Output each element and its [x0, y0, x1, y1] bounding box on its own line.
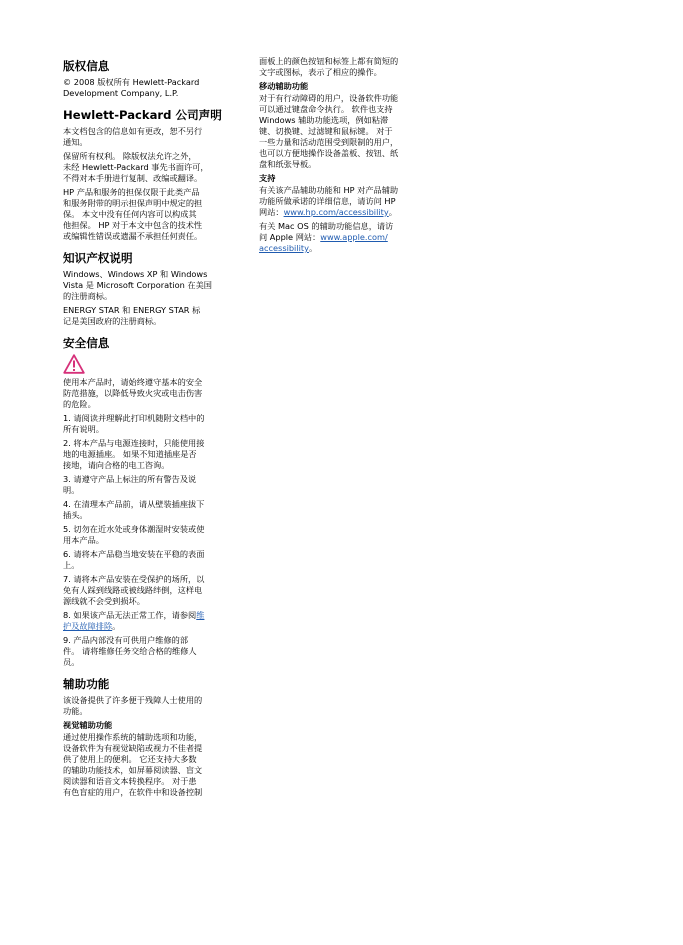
safety-heading: 安全信息: [63, 336, 110, 350]
hp-statement-paragraph: 本文档包含的信息如有更改，恕不另行 通知。: [63, 126, 203, 147]
copyright-section: [63, 59, 243, 99]
mobility-heading: 移动辅助功能: [259, 81, 309, 91]
mobility-paragraph: 对于有行动障碍的用户，设备软件功能 可以通过键盘命令执行。 软件也支持 Windows 辅助功能选项，例如粘滞 键、切换键、过滤键和鼠标键。 对于 一些力量和活动范围受到限制的用户， 也可以方便地操作设备盖板、按钮、纸 盘和纸张导板。: [259, 93, 399, 169]
hp-statement-paragraph: 保留所有权利。 除版权法允许之外， 未经 Hewlett-Packard 事先书面许可， 不得对本手册进行复制、改编或翻译。: [63, 151, 209, 183]
hp-statement-section: [63, 108, 243, 242]
ip-heading: 知识产权说明: [63, 251, 133, 265]
safety-item: 4. 在清理本产品前，请从壁装插座拔下 插头。: [63, 499, 205, 520]
ip-section: [63, 251, 243, 327]
safety-item: 3. 请遵守产品上标注的所有警告及说 明。: [63, 474, 197, 495]
warning-triangle-icon: [63, 354, 85, 374]
visual-accessibility-paragraph: 通过使用操作系统的辅助选项和功能， 设备软件为有视觉缺陷或视力不佳者提 供了使用上的便利。 它还支持大多数 的辅助功能技术，如屏幕阅读器、盲文 阅读器和语音文本转换程序。 对于患 有色盲症的用户，在软件中和设备控制: [63, 732, 203, 797]
safety-item: 7. 请将本产品安装在受保护的场所，以 免有人踩到线路或被线路绊倒，这样电 源线就不会受到损坏。: [63, 574, 205, 606]
accessibility-heading: 辅助功能: [63, 677, 110, 691]
visual-accessibility-heading: 视觉辅助功能: [63, 720, 113, 730]
left-column: [63, 56, 243, 807]
accessibility-intro: 该设备提供了许多便于残障人士使用的 功能。: [63, 695, 203, 716]
safety-item: 1. 请阅读并理解此打印机随附文档中的 所有说明。: [63, 413, 205, 434]
safety-item: 9. 产品内部没有可供用户维修的部 件。 请将维修任务交给合格的维修人 员。: [63, 635, 197, 667]
safety-item: 8. 如果该产品无法正常工作，请参阅维 护及故障排除。: [63, 610, 205, 631]
hp-statement-paragraph: HP 产品和服务的担保仅限于此类产品 和服务附带的明示担保声明中规定的担 保。 本文中没有任何内容可以构成其 他担保。 HP 对于本文中包含的技术性 或编辑性错误或遗漏不承担任何责任。: [63, 187, 203, 241]
hp-statement-heading: Hewlett-Packard 公司声明: [63, 108, 222, 122]
safety-section: [63, 336, 243, 668]
safety-item: 6. 请将本产品稳当地安装在平稳的表面 上。: [63, 549, 205, 570]
hp-accessibility-link[interactable]: www.hp.com/accessibility: [283, 207, 389, 217]
ip-paragraph: Windows、Windows XP 和 Windows Vista 是 Microsoft Corporation 在美国 的注册商标。: [63, 269, 212, 301]
safety-item: 5. 切勿在近水处或身体潮湿时安装或使 用本产品。: [63, 524, 205, 545]
copyright-text: © 2008 版权所有 Hewlett-Packard Development Company, L.P.: [63, 77, 200, 98]
accessibility-section: [63, 677, 243, 798]
apple-accessibility-link[interactable]: www.apple.com/ accessibility: [259, 232, 388, 253]
support-heading: 支持: [259, 173, 276, 183]
safety-intro: 使用本产品时，请始终遵守基本的安全 防范措施，以降低导致火灾或电击伤害 的危险。: [63, 377, 203, 409]
ip-paragraph: ENERGY STAR 和 ENERGY STAR 标 记是美国政府的注册商标。: [63, 305, 201, 326]
maintenance-troubleshooting-link[interactable]: 维 护及故障排除: [63, 610, 205, 631]
mac-paragraph: 有关 Mac OS 的辅助功能信息，请访 问 Apple 网站：www.apple.com/ accessibility。: [259, 221, 394, 253]
right-column: [259, 56, 437, 257]
copyright-heading: 版权信息: [63, 59, 110, 73]
support-paragraph: 有关该产品辅助功能和 HP 对产品辅助 功能所做承诺的详细信息，请访问 HP 网站：www.hp.com/accessibility。: [259, 185, 399, 217]
safety-item: 2. 将本产品与电源连接时，只能使用接 地的电源插座。 如果不知道插座是否 接地，请向合格的电工咨询。: [63, 438, 205, 470]
visual-accessibility-continued: 面板上的颜色按钮和标签上都有简短的 文字或图标，表示了相应的操作。: [259, 56, 399, 77]
